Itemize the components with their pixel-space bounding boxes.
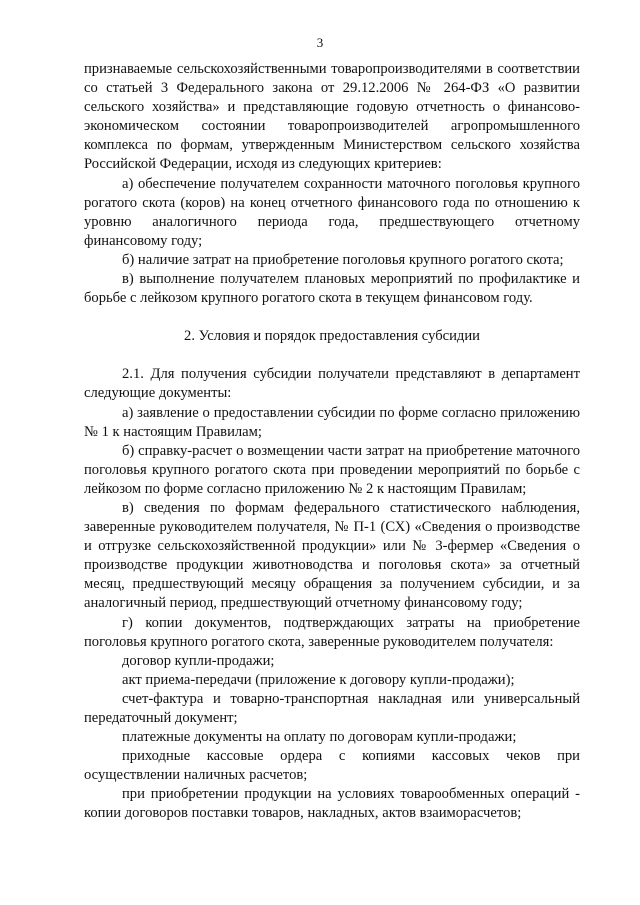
paragraph-doc-d: г) копии документов, подтверждающих затраты на приобретение поголовья крупного рогатого скота, заверенные руководителем получателя: [84, 614, 580, 650]
list-item-payment-docs: платежные документы на оплату по договорам купли-продажи; [122, 729, 517, 746]
paragraph-doc-b: б) справку-расчет о возмещении части затрат на приобретение маточного поголовья крупного рогатого скота при проведении мероприятий по борьбе с лейкозом по форме согласно приложению № 2 к настоящим Правилам; [84, 442, 580, 497]
list-item-sale-contract: договор купли-продажи; [122, 652, 275, 669]
paragraph-intro: признаваемые сельскохозяйственными товаропроизводителями в соответствии со статьей 3 Федерального закона от 29.12.2006 № 264-ФЗ «О развитии сельского хозяйства» и представляющие годовую отчетность о финансово-экономическом состоянии товаропроизводителей агропромышленного комплекса по формам, утвержденным Министерством сельского хозяйства Российской Федерации, исходя из следующих критериев: [84, 61, 580, 173]
list-item-transfer-act: акт приема-передачи (приложение к договору купли-продажи); [122, 671, 515, 688]
list-item-invoice: счет-фактура и товарно-транспортная накладная или универсальный передаточный документ; [84, 690, 580, 726]
paragraph-criterion-c: в) выполнение получателем плановых мероприятий по профилактике и борьбе с лейкозом крупного рогатого скота в текущем финансовом году. [84, 271, 580, 307]
paragraph-2-1: 2.1. Для получения субсидии получатели представляют в департамент следующие документы: [84, 366, 580, 402]
paragraph-doc-c: в) сведения по формам федерального статистического наблюдения, заверенные руководителем получателя, № П-1 (СХ) «Сведения о производстве и отгрузке сельскохозяйственной продукции» или № 3-фермер «Сведения о производстве продукции животноводства и поголовья скота» за отчетный месяц, предшествующий месяцу обращения за получением субсидии, и за аналогичный период, предшествующий отчетному финансовому году; [84, 499, 580, 612]
page-number: 3 [316, 35, 324, 50]
section-heading: 2. Условия и порядок предоставления субсидии [184, 328, 480, 345]
paragraph-doc-a: а) заявление о предоставлении субсидии по форме согласно приложению № 1 к настоящим Правилам; [84, 404, 580, 440]
list-item-barter: при приобретении продукции на условиях товарообменных операций - копии договоров поставки товаров, накладных, актов взаиморасчетов; [84, 786, 580, 822]
paragraph-criterion-a: а) обеспечение получателем сохранности маточного поголовья крупного рогатого скота (коров) на конец отчетного финансового года по отношению к уровню аналогичного периода года, предшествующего отчетному финансовому году; [84, 175, 580, 249]
list-item-cash-orders: приходные кассовые ордера с копиями кассовых чеков при осуществлении наличных расчетов; [84, 748, 580, 784]
paragraph-criterion-b: б) наличие затрат на приобретение поголовья крупного рогатого скота; [122, 251, 564, 268]
document-body [84, 60, 580, 824]
